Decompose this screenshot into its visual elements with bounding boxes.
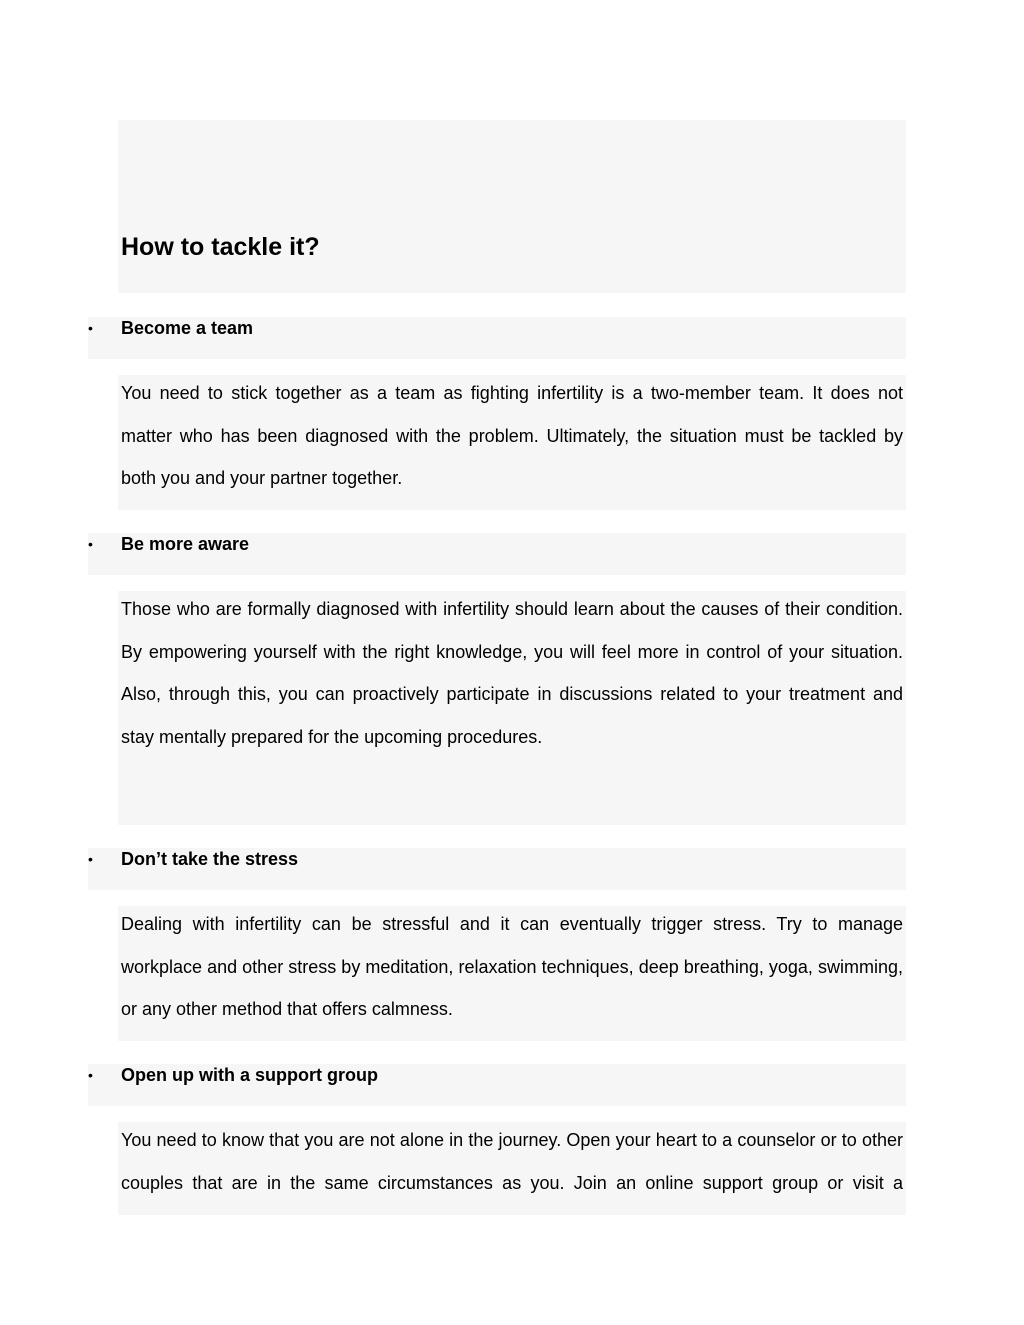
section-paragraph: Those who are formally diagnosed with infertility should learn about the causes of their condition. By empowering yourself with the right knowledge, you will feel more in control of your situation. Also, through this, you can proactively participate in discussions related to your treatment and stay mentally prepared for the upcoming procedures.	[121, 599, 903, 747]
bullet-icon: •	[88, 320, 93, 336]
section-body-block	[118, 1122, 906, 1215]
bullet-icon: •	[88, 1067, 93, 1083]
bullet-item-be-more-aware	[88, 533, 906, 575]
section-paragraph: Dealing with infertility can be stressful and it can eventually trigger stress. Try to manage workplace and other stress by meditation, relaxation techniques, deep breathing, yoga, swimming, or any other method that offers calmness.	[121, 914, 903, 1019]
section-heading: Become a team	[121, 318, 254, 338]
bullet-icon: •	[88, 851, 93, 867]
section-heading: Don’t take the stress	[121, 849, 299, 869]
section-heading: Be more aware	[121, 534, 250, 554]
section-body-block	[118, 906, 906, 1041]
section-body-block	[118, 375, 906, 510]
page-title: How to tackle it?	[121, 233, 320, 261]
bullet-icon: •	[88, 536, 93, 552]
section-heading: Open up with a support group	[121, 1065, 378, 1085]
bullet-item-become-a-team	[88, 317, 906, 359]
bullet-item-dont-take-the-stress	[88, 848, 906, 890]
section-paragraph: You need to stick together as a team as fighting infertility is a two-member team. It does not matter who has been diagnosed with the problem. Ultimately, the situation must be tackled by both you and your partner together.	[121, 383, 903, 488]
bullet-item-open-up-with-a-support-group	[88, 1064, 906, 1106]
heading-block	[118, 120, 906, 293]
section-body-block	[118, 591, 906, 825]
section-paragraph: You need to know that you are not alone in the journey. Open your heart to a counselor or to other couples that are in the same circumstances as you. Join an online support group or visit a	[121, 1130, 903, 1193]
